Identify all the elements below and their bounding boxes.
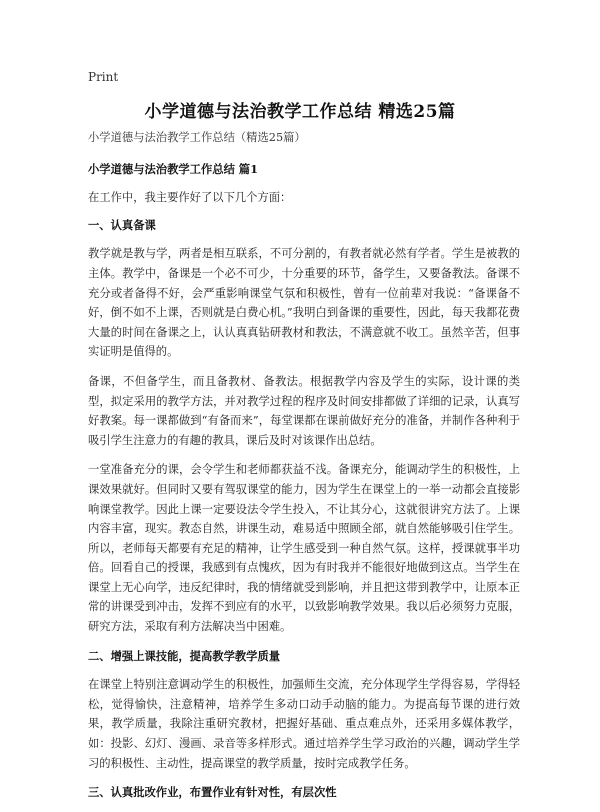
intro-text: 在工作中，我主要作好了以下几个方面： xyxy=(88,191,292,205)
section-heading-1: 一、认真备课 xyxy=(88,217,156,232)
print-label[interactable]: Print xyxy=(88,70,119,84)
section-heading-2: 二、增强上课技能，提高教学教学质量 xyxy=(88,648,281,663)
article-title: 小学道德与法治教学工作总结 篇1 xyxy=(88,161,258,176)
paragraph: 在课堂上特别注意调动学生的积极性，加强师生交流，充分体现学生学得容易，学得轻松，觉得愉快，注意精神，培养学生多动口动手动脑的能力。为提高每节课的进行效果，教学质量，我除注重研究教材，把握好基础、重点难点外，还采用多媒体教学，如：投影、幻灯、漫画、录音等多样形式。通过培养学生学习政治的兴趣，调动学生学习的积极性、主动性，提高课堂的教学质量，按时完成教学任务。 xyxy=(88,678,520,770)
paragraph: 教学就是教与学，两者是相互联系，不可分割的，有教者就必然有学者。学生是被教的主体。教学中，备课是一个必不可少，十分重要的环节，备学生，又要备教法。备课不充分或者备得不好，会严重影响课堂气氛和积极性，曾有一位前辈对我说：“备课备不好，倒不如不上课，否则就是白费心机。”我明白到备课的重要性，因此，每天我都花费大量的时间在备课之上，认认真真钻研教材和教法，不满意就不收工。虽然辛苦，但事实证明是值得的。 xyxy=(88,247,520,359)
section-heading-3: 三、认真批改作业，布置作业有针对性，有层次性 xyxy=(88,785,337,800)
document-subtitle: 小学道德与法治教学工作总结（精选25篇） xyxy=(88,131,306,144)
document-body xyxy=(88,128,520,812)
page-title: 小学道德与法治教学工作总结 精选25篇 xyxy=(144,102,456,122)
paragraph: 备课，不但备学生，而且备教材、备教法。根据教学内容及学生的实际，设计课的类型，拟定采用的教学方法，并对教学过程的程序及时间安排都做了详细的记录，认真写好教案。每一课都做到“有备而来”，每堂课都在课前做好充分的准备，并制作各种利于吸引学生注意力的有趣的教具，课后及时对该课作出总结。 xyxy=(88,374,520,447)
paragraph: 一堂准备充分的课，会令学生和老师都获益不浅。备课充分，能调动学生的积极性，上课效果就好。但同时又要有驾驭课堂的能力，因为学生在课堂上的一举一动都会直接影响课堂教学。因此上课一定要设法令学生投入，不让其分心，这就很讲究方法了。上课内容丰富，现实。教态自然，讲课生动，难易适中照顾全部，就自然能够吸引住学生。所以，老师每天都要有充足的精神，让学生感受到一种自然气氛。这样，授课就事半功倍。回看自己的授课，我感到有点愧疚，因为有时我并不能很好地做到这点。当学生在课堂上无心向学，违反纪律时，我的情绪就受到影响，并且把这带到教学中，让原本正常的讲课受到冲击，发挥不到应有的水平，以致影响教学效果。我以后必须努力克服，研究方法，采取有利方法解决当中困难。 xyxy=(88,463,520,634)
